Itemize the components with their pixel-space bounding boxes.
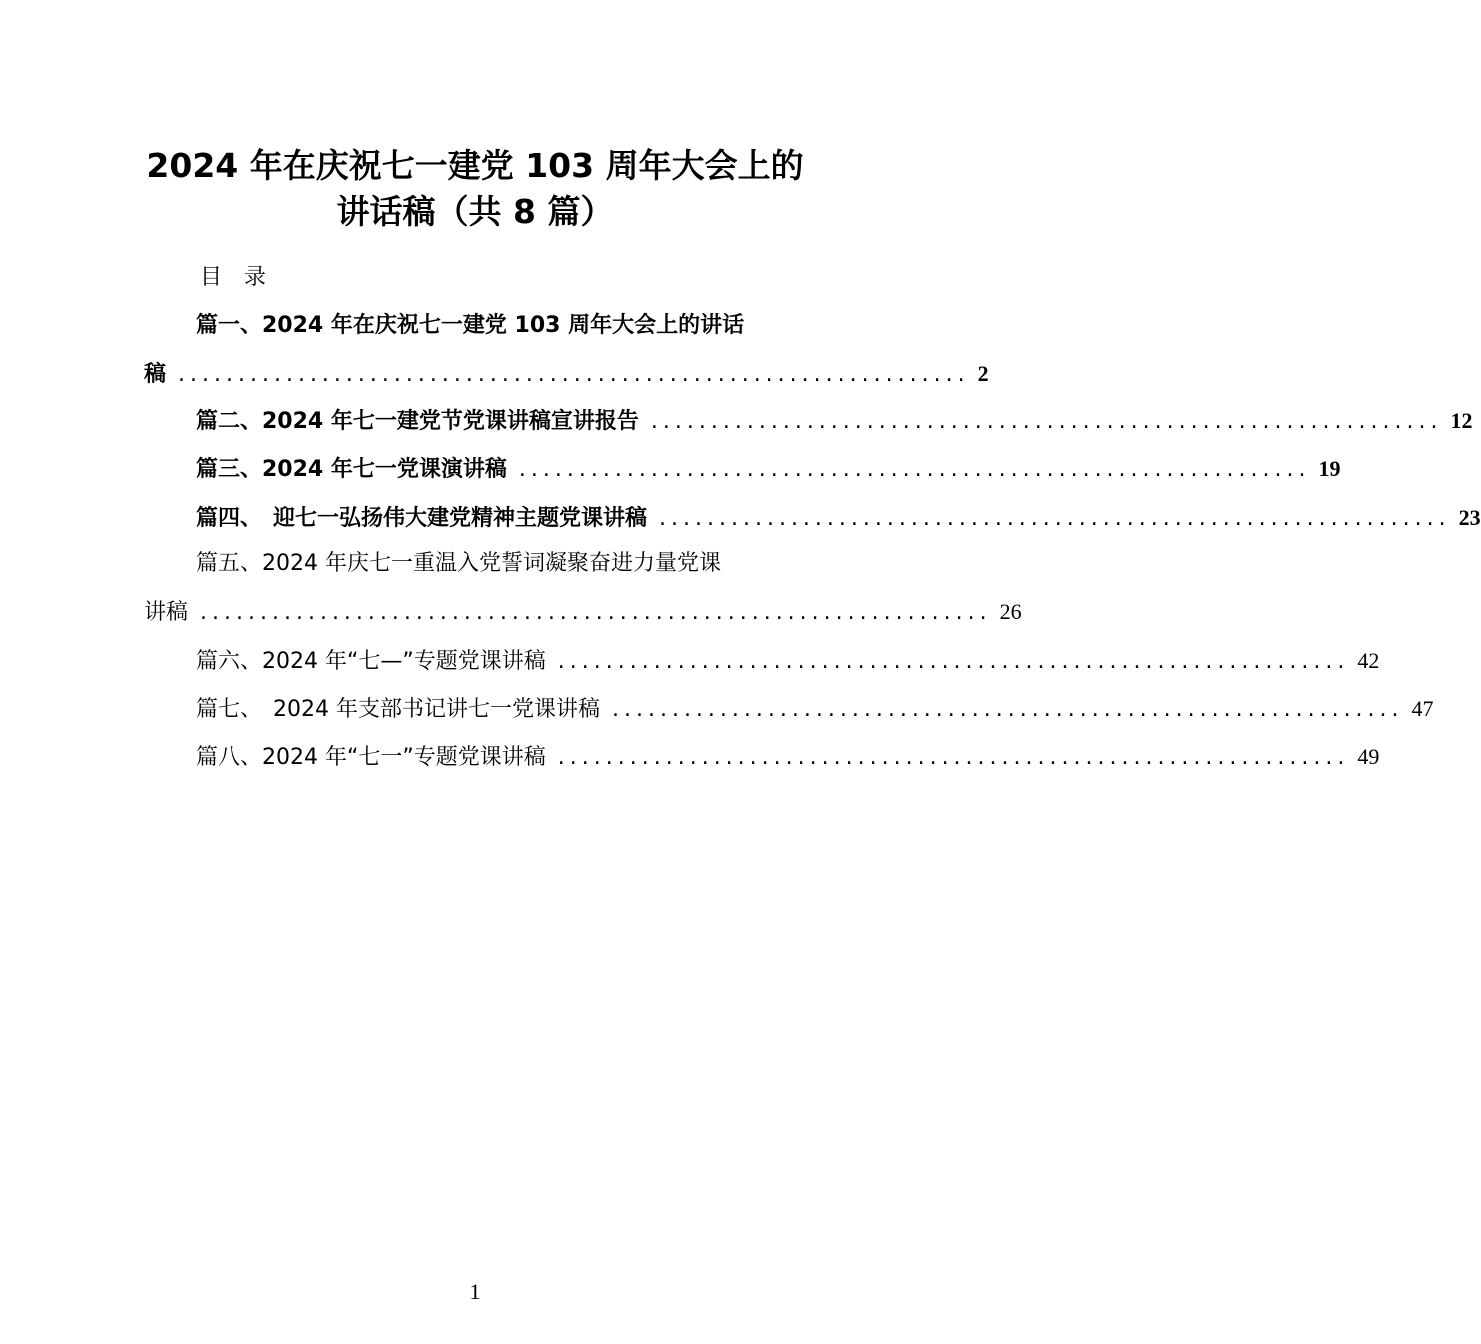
toc-entry-label: 讲稿 <box>144 600 189 625</box>
toc-entry-1[interactable] <box>144 358 989 391</box>
toc-entry-label: 篇六、2024 年“七—”专题党课讲稿 <box>196 649 546 674</box>
toc-entry-6[interactable] <box>196 645 1380 678</box>
toc-entry-8[interactable] <box>196 741 1380 774</box>
toc-heading: 目 录 <box>200 265 267 290</box>
toc-entry-3[interactable] <box>196 453 1341 486</box>
toc-entry-page: 2 <box>977 361 989 386</box>
toc-entry-page: 23 <box>1458 505 1481 530</box>
toc-entry-4[interactable] <box>196 502 1481 535</box>
dot-leader: .................................................................. <box>611 697 1404 722</box>
dot-leader: .................................................................. <box>178 362 970 387</box>
dot-leader: .................................................................. <box>659 506 1451 531</box>
toc-entry-1-line1[interactable]: 篇一、2024 年在庆祝七一建党 103 周年大会上的讲话 <box>196 313 745 338</box>
toc-entry-label: 篇二、2024 年七一建党节党课讲稿宣讲报告 <box>196 409 639 434</box>
toc-entry-label: 篇四、 迎七一弘扬伟大建党精神主题党课讲稿 <box>196 506 648 531</box>
dot-leader: .................................................................. <box>557 649 1350 674</box>
toc-entry-page: 49 <box>1357 744 1380 769</box>
toc-entry-page: 42 <box>1357 648 1380 673</box>
toc-entry-label: 稿 <box>144 362 167 387</box>
toc-entry-label: 篇七、 2024 年支部书记讲七一党课讲稿 <box>196 697 600 722</box>
toc-entry-label: 篇八、2024 年“七一”专题党课讲稿 <box>196 745 546 770</box>
dot-leader: .................................................................. <box>650 409 1443 434</box>
toc-entry-page: 47 <box>1411 696 1434 721</box>
toc-entry-label: 篇三、2024 年七一党课演讲稿 <box>196 457 507 482</box>
dot-leader: .................................................................. <box>200 600 992 625</box>
toc-entry-page: 12 <box>1450 408 1473 433</box>
title-line-2: 讲话稿（共 8 篇） <box>336 192 614 231</box>
dot-leader: .................................................................. <box>557 745 1350 770</box>
toc-entry-page: 19 <box>1318 456 1341 481</box>
toc-entry-5-line1[interactable]: 篇五、2024 年庆七一重温入党誓词凝聚奋进力量党课 <box>196 551 721 576</box>
toc-entry-7[interactable] <box>196 693 1434 726</box>
page-number: 1 <box>469 1279 481 1304</box>
toc-entry-5[interactable] <box>144 596 1022 629</box>
toc-entry-page: 26 <box>999 599 1022 624</box>
toc-entry-2[interactable] <box>196 405 1473 438</box>
title-line-1: 2024 年在庆祝七一建党 103 周年大会上的 <box>146 146 804 185</box>
dot-leader: .................................................................. <box>518 457 1311 482</box>
